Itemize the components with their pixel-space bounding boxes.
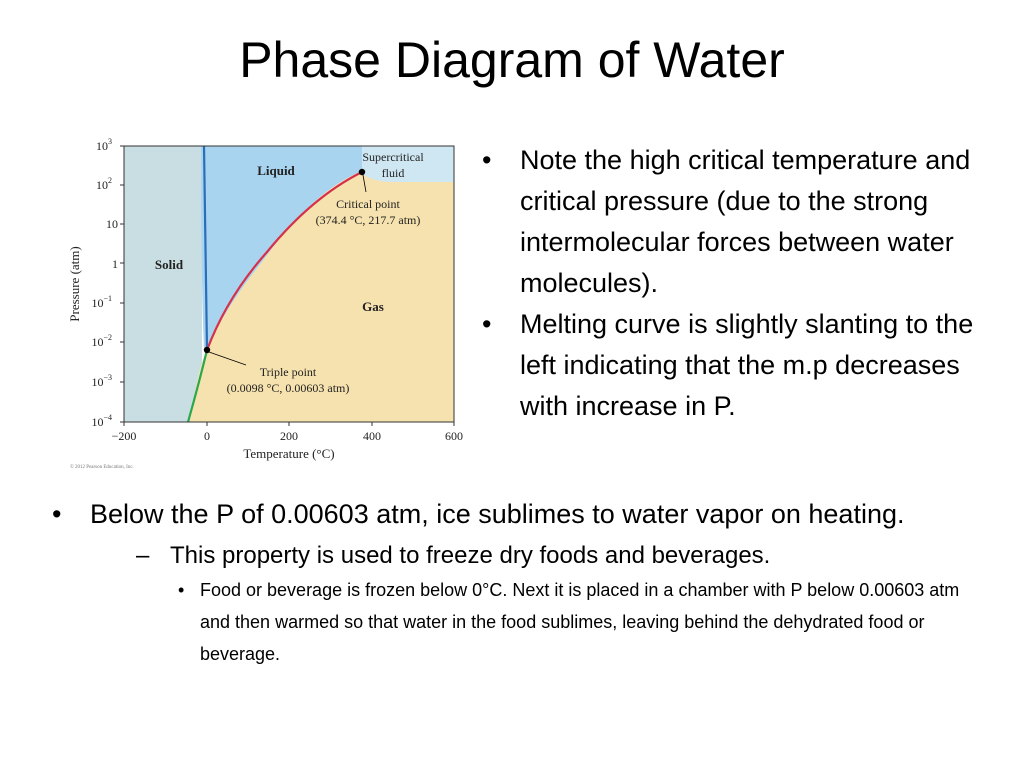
dash-bullet-icon: – [136, 542, 150, 569]
gas-label: Gas [362, 299, 384, 314]
critical-point-values: (374.4 °C, 217.7 atm) [315, 213, 421, 227]
supercritical-label: fluid [381, 166, 405, 180]
bullet-level2 [136, 540, 988, 572]
y-tick-label: $10^{-2}$ [91, 333, 112, 349]
bullet-text: Melting curve is slightly slanting to the left indicating that the m.p decreases with increase in P. [520, 309, 974, 421]
y-tick-marks [120, 146, 124, 422]
bullet-text: This property is used to freeze dry foods and beverages. [170, 542, 771, 569]
bullet-text: Food or beverage is frozen below 0°C. Next it is placed in a chamber with P below 0.00603 atm and then warmed so that water in the food sublimes, leaving behind the dehydrated food or beverage. [200, 580, 960, 664]
critical-point-marker [359, 169, 365, 175]
x-tick-label: −200 [111, 429, 137, 443]
bullet-item [480, 140, 1000, 304]
critical-point-label: Critical point [336, 197, 400, 211]
slide-title: Phase Diagram of Water [239, 32, 785, 88]
x-tick-label: 200 [280, 429, 298, 443]
y-tick-label: 10 [106, 217, 118, 231]
bullet-level1 [48, 494, 988, 534]
solid-region [124, 146, 202, 422]
x-tick-label: 400 [363, 429, 381, 443]
bullet-dot-icon: • [482, 309, 492, 339]
bullet-text: Note the high critical temperature and critical pressure (due to the strong intermolecular forces between water molecules). [520, 145, 971, 298]
bottom-bullet-list [48, 494, 988, 670]
bullet-dot-icon: • [482, 145, 492, 175]
y-tick-label: 1 [112, 257, 118, 271]
bullet-level3 [178, 574, 990, 670]
supercritical-label: Supercritical [362, 150, 424, 164]
y-tick-label: $10^{-3}$ [91, 373, 112, 389]
x-tick-label: 600 [445, 429, 463, 443]
y-axis-label: Pressure (atm) [67, 246, 82, 322]
right-bullet-list [480, 140, 1000, 427]
y-tick-label: $10^{-4}$ [91, 413, 112, 429]
x-tick-label: 0 [204, 429, 210, 443]
triple-point-values: (0.0098 °C, 0.00603 atm) [226, 381, 350, 395]
y-tick-label: $10^{-1}$ [91, 294, 112, 310]
x-axis-label: Temperature (°C) [243, 446, 335, 461]
solid-label: Solid [154, 257, 184, 272]
bullet-dot-icon: • [52, 499, 62, 529]
liquid-label: Liquid [257, 163, 295, 178]
bullet-item [480, 304, 1000, 427]
phase-diagram [62, 132, 472, 472]
bullet-text: Below the P of 0.00603 atm, ice sublimes to water vapor on heating. [90, 499, 905, 529]
copyright-note: © 2012 Pearson Education, Inc. [70, 465, 134, 470]
y-tick-label: $10^3$ [96, 137, 112, 153]
x-tick-marks [124, 422, 454, 426]
triple-point-label: Triple point [259, 365, 317, 379]
bullet-dot-icon: • [178, 580, 185, 600]
y-tick-label: $10^2$ [96, 176, 112, 192]
